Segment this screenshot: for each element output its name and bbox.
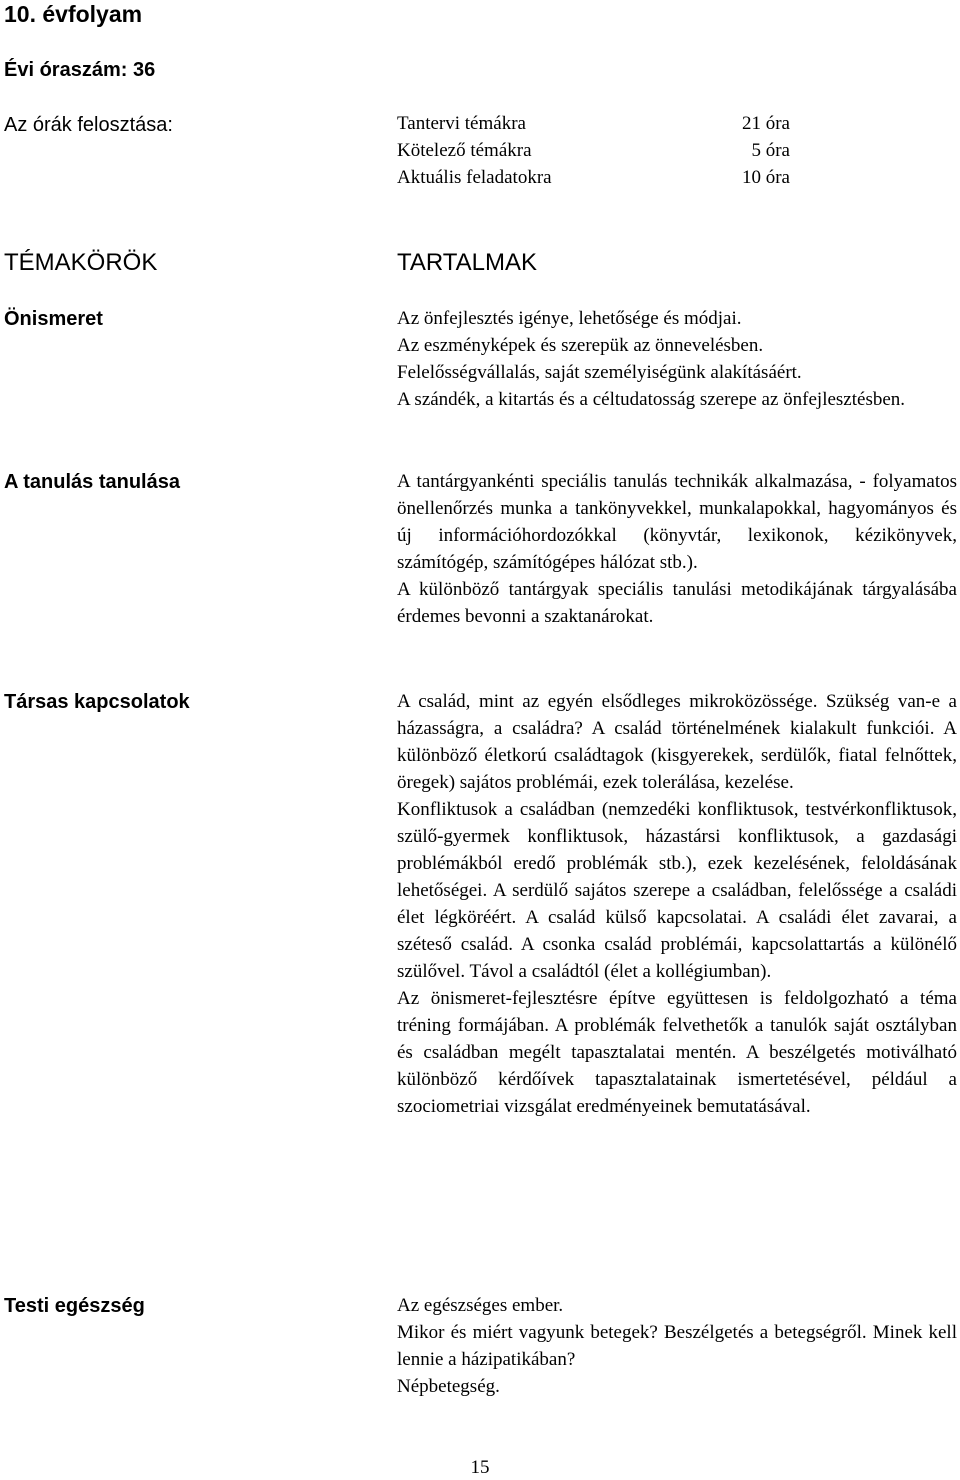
allocation-row-hours: 10 óra [741, 167, 790, 188]
annual-hours: Évi óraszám: 36 [4, 59, 156, 81]
topics-heading: TÉMAKÖRÖK [4, 249, 158, 276]
allocation-row-hours: 21 óra [741, 113, 790, 134]
content-paragraph: A család, mint az egyén elsődleges mikroközössége. Szükség van-e a házasságra, a családra? A család történelmének kialakult funkciói. A különböző életkorú családtagok (kisgyerekek, serdülők, fiatal felnőttek, öregek) sajátos problémái, ezek tolerálása, kezelése. [397, 691, 957, 793]
allocation-row-label: Kötelező témákra [397, 140, 532, 161]
content-paragraph: Az eszményképek és szerepük az önnevelésben. [397, 335, 764, 356]
content-physical-health [397, 1292, 957, 1400]
content-learning-to-learn [397, 468, 957, 630]
content-paragraph: A tantárgyankénti speciális tanulás technikák alkalmazása, - folyamatos önellenőrzés munka a tankönyvekkel, munkalapokkal, hagyományos és új információhordozókkal (könyvtár, lexikonok, kézikönyvek, számítógép, számítógépes hálózat stb.). [397, 471, 957, 573]
allocation-label: Az órák felosztása: [4, 114, 173, 136]
content-self-knowledge [397, 305, 957, 413]
content-paragraph: Az egészséges ember. [397, 1295, 564, 1316]
allocation-row-label: Tantervi témákra [397, 113, 526, 134]
allocation-row [397, 110, 790, 137]
content-paragraph: A különböző tantárgyak speciális tanulási metodikájának tárgyalásába érdemes bevonni a szaktanárokat. [397, 579, 957, 627]
allocation-row-label: Aktuális feladatokra [397, 167, 552, 188]
topic-self-knowledge: Önismeret [4, 308, 103, 330]
contents-heading: TARTALMAK [397, 249, 538, 276]
allocation-row-hours: 5 óra [751, 140, 790, 161]
content-paragraph: Felelősségvállalás, saját személyiségünk alakításáért. [397, 362, 802, 383]
allocation-row [397, 137, 790, 164]
topic-learning-to-learn: A tanulás tanulása [4, 471, 180, 493]
content-paragraph: Mikor és miért vagyunk betegek? Beszélgetés a betegségről. Minek kell lennie a házipatikában? [397, 1322, 957, 1370]
content-social-relationships [397, 688, 957, 1120]
content-paragraph: Népbetegség. [397, 1376, 500, 1397]
content-paragraph: Konfliktusok a családban (nemzedéki konfliktusok, testvérkonfliktusok, szülő-gyermek konfliktusok, házastársi konfliktusok, a gazdasági problémákból eredő problémák stb.), ezek kezelésének, feloldásának lehetőségei. A serdülő sajátos szerepe a családban, felelőssége a családi élet légköréért. A család külső kapcsolatai. A családi élet zavarai, a széteső család. A csonka család problémái, kapcsolattartás a különélő szülővel. Távol a családtól (élet a kollégiumban). [397, 799, 957, 982]
topic-social-relationships: Társas kapcsolatok [4, 691, 190, 713]
content-paragraph: Az önismeret-fejlesztésre építve együttesen is feldolgozható a téma tréning formájában. A problémák felvethetők a tanulók saját osztályban és családban megélt tapasztalatai mentén. A beszélgetés motiválható különböző kérdőívek tapasztalatainak ismertetésével, például a szociometriai vizsgálat eredményeinek bemutatásával. [397, 988, 957, 1117]
content-paragraph: A szándék, a kitartás és a céltudatosság szerepe az önfejlesztésben. [397, 389, 906, 410]
page-title: 10. évfolyam [4, 1, 143, 27]
topic-physical-health: Testi egészség [4, 1295, 145, 1317]
content-paragraph: Az önfejlesztés igénye, lehetősége és módjai. [397, 308, 742, 329]
page-number: 15 [470, 1457, 490, 1478]
allocation-row [397, 164, 790, 191]
